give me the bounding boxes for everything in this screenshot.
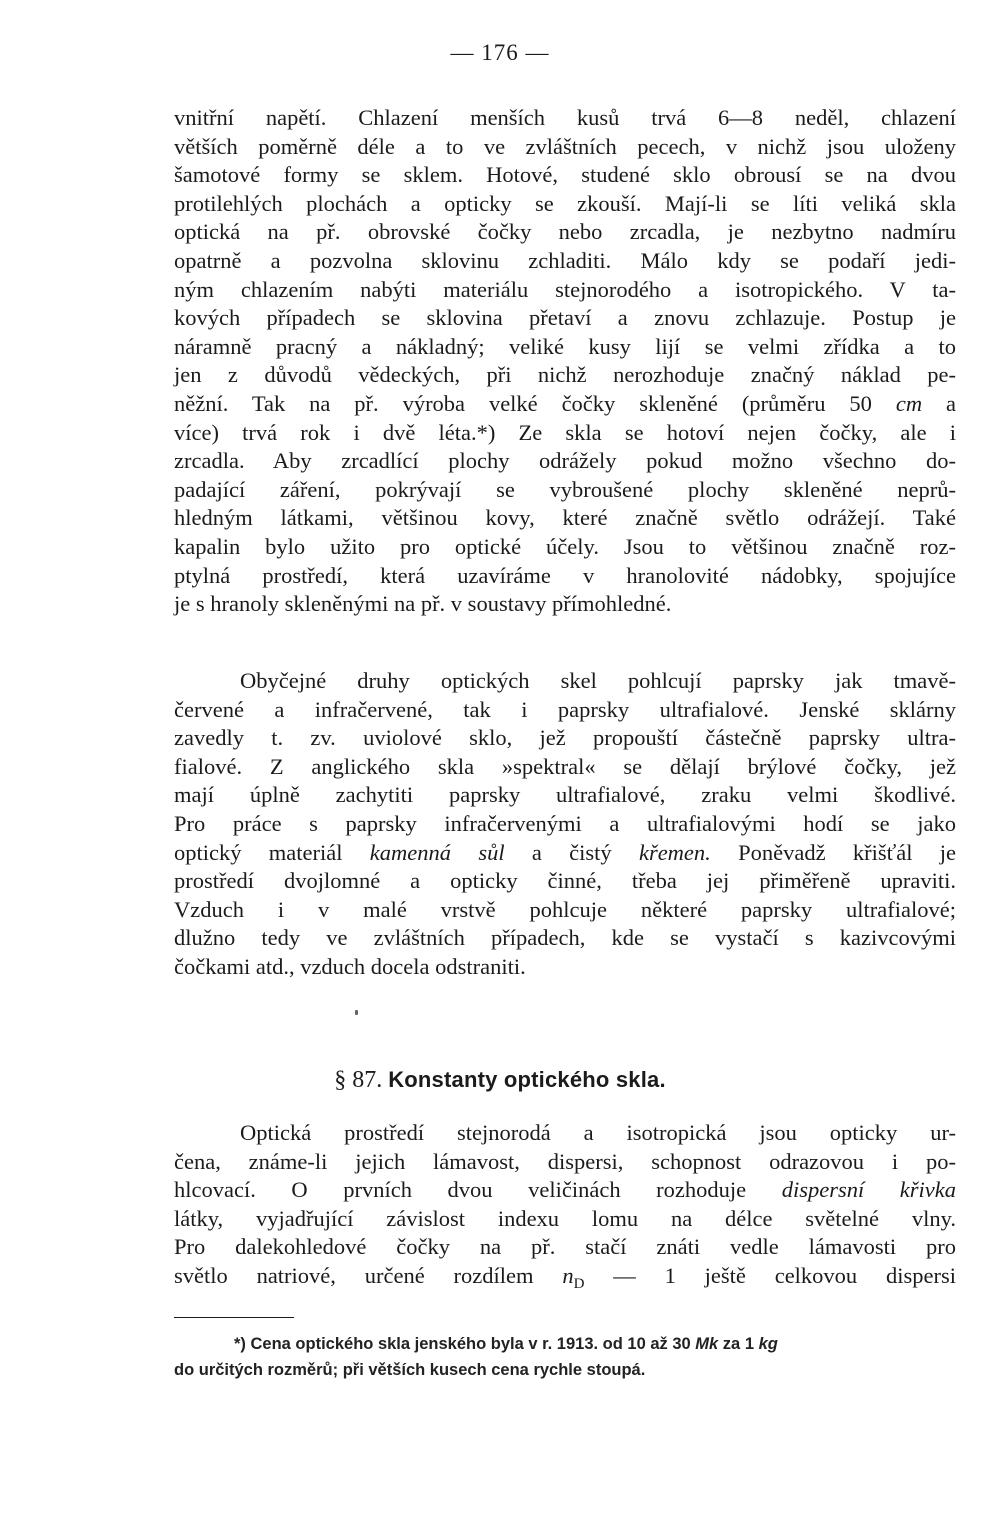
text-fragment: a: [922, 390, 956, 416]
text-line: náramně pracný a nákladný; veliké kusy lijí se velmi zřídka a to: [174, 333, 956, 359]
text-line: červené a infračervené, tak i paprsky ultrafialové. Jenské sklárny: [174, 696, 956, 722]
text-line: kapalin bylo užito pro optické účely. Jsou to většinou značně roz-: [174, 533, 956, 559]
text-line: fialové. Z anglického skla »spektral« se dělají brýlové čočky, jež: [174, 753, 956, 779]
text-line: optická na př. obrovské čočky nebo zrcadla, je nezbytno nadmíru: [174, 219, 956, 245]
text-line: padající záření, pokrývají se vybroušené plochy skleněné neprů-: [174, 476, 956, 502]
text-line: opatrně a pozvolna sklovinu zchladiti. Málo kdy se podaří jedi-: [174, 247, 956, 273]
formula-n: n: [562, 1262, 574, 1288]
section-heading: [0, 1067, 1000, 1094]
text-line: látky, vyjadřující závislost indexu lomu na délce světelné vlny.: [174, 1205, 956, 1231]
text-line: ptylná prostředí, která uzavíráme v hranolovité nádobky, spojujíce: [174, 562, 956, 588]
text-fragment: *) Cena optického skla jenského byla v r. 1913. od 10 až 30: [234, 1335, 696, 1353]
text-line: Vzduch i v malé vrstvě pohlcuje některé paprsky ultrafialové;: [174, 896, 956, 922]
text-line: Pro práce s paprsky infračervenými a ultrafialovými hodí se jako: [174, 810, 956, 836]
emphasis-quartz: křemen.: [638, 839, 711, 865]
paragraph-optical-glass-types: [174, 667, 956, 982]
text-line: jen z důvodů vědeckých, při nichž nerozhoduje značný náklad pe-: [174, 362, 956, 388]
text-fragment: Poněvadž křišťál je: [710, 839, 956, 865]
text-line: zavedly t. zv. uviolové sklo, jež propouští částečně paprsky ultra-: [174, 725, 956, 751]
text-line: je s hranoly skleněnými na př. v soustavy přímohledné.: [174, 591, 672, 617]
footnote-separator: [174, 1317, 294, 1318]
paragraph-constants: [174, 1119, 956, 1299]
unit-kg: kg: [758, 1335, 778, 1353]
emphasis-rock-salt: kamenná sůl: [369, 839, 505, 865]
text-line: mají úplně zachytiti paprsky ultrafialové, zraku velmi škodlivé.: [174, 782, 956, 808]
emphasis-dispersion-curve: dispersní křivka: [781, 1177, 957, 1203]
footnote: [174, 1331, 956, 1383]
paragraph-cooling: [174, 104, 956, 619]
print-speck: [355, 1010, 358, 1015]
text-line: zrcadla. Aby zrcadlící plochy odrážely pokud možno všechno do-: [174, 448, 956, 474]
footnote-line: do určitých rozměrů; při větších kusech cena rychle stoupá.: [174, 1361, 646, 1379]
text-line: ným chlazením nabýti materiálu stejnorodého a isotropického. V ta-: [174, 276, 956, 302]
text-line: šamotové formy se sklem. Hotové, studené sklo obrousí se na dvou: [174, 162, 956, 188]
footnote-line: [174, 1331, 956, 1357]
text-line: více) trvá rok i dvě léta.*) Ze skla se hotoví nejen čočky, ale i: [174, 419, 956, 445]
page-number: — 176 —: [450, 40, 550, 65]
text-line: větších poměrně déle a to ve zvláštních pecech, v nichž jsou uloženy: [174, 133, 956, 159]
text-line: Obyčejné druhy optických skel pohlcují paprsky jak tmavě-: [240, 668, 956, 693]
text-line-with-formula: [174, 1262, 956, 1299]
text-line-with-unit: [174, 390, 956, 419]
text-line: protilehlých plochách a opticky se zkouší. Mají-li se líti veliká skla: [174, 190, 956, 216]
text-line: Pro dalekohledové čočky na př. stačí znáti vedle lámavosti pro: [174, 1234, 956, 1260]
unit-mk: Mk: [695, 1335, 719, 1353]
text-fragment: a čistý: [504, 839, 639, 865]
text-line: čena, známe-li jejich lámavost, dispersi, schopnost odrazovou i po-: [174, 1148, 956, 1174]
text-line: vnitřní napětí. Chlazení menších kusů trvá 6—8 neděl, chlazení: [174, 105, 956, 130]
text-line: dlužno tedy ve zvláštních případech, kde se vystačí s kazivcovými: [174, 925, 956, 951]
text-line-with-emphasis: [174, 839, 956, 868]
text-fragment: za 1: [718, 1335, 759, 1353]
text-fragment: — 1 ještě celkovou dispersi: [584, 1262, 957, 1288]
text-line: hledným látkami, většinou kovy, které značně světlo odrážejí. Také: [174, 505, 956, 531]
formula-subscript-d: D: [573, 1275, 585, 1292]
section-title: Konstanty optického skla.: [388, 1067, 666, 1092]
text-fragment: něžní. Tak na př. výroba velké čočky skleněné (průměru 50: [174, 390, 872, 416]
text-line: prostředí dvojlomné a opticky činné, třeba jej přiměřeně upraviti.: [174, 868, 956, 894]
text-line: čočkami atd., vzduch docela odstraniti.: [174, 953, 526, 979]
text-fragment: světlo natriové, určené rozdílem: [174, 1262, 563, 1288]
text-line: kových případech se sklovina přetaví a znovu zchlazuje. Postup je: [174, 305, 956, 331]
section-number: § 87.: [334, 1067, 383, 1093]
text-line-with-emphasis: [174, 1176, 956, 1205]
unit-cm: cm: [895, 390, 923, 416]
text-fragment: hlcovací. O prvních dvou veličinách rozhoduje: [174, 1177, 782, 1203]
text-line: Optická prostředí stejnorodá a isotropická jsou opticky ur-: [240, 1120, 956, 1145]
text-fragment: optický materiál: [174, 839, 370, 865]
